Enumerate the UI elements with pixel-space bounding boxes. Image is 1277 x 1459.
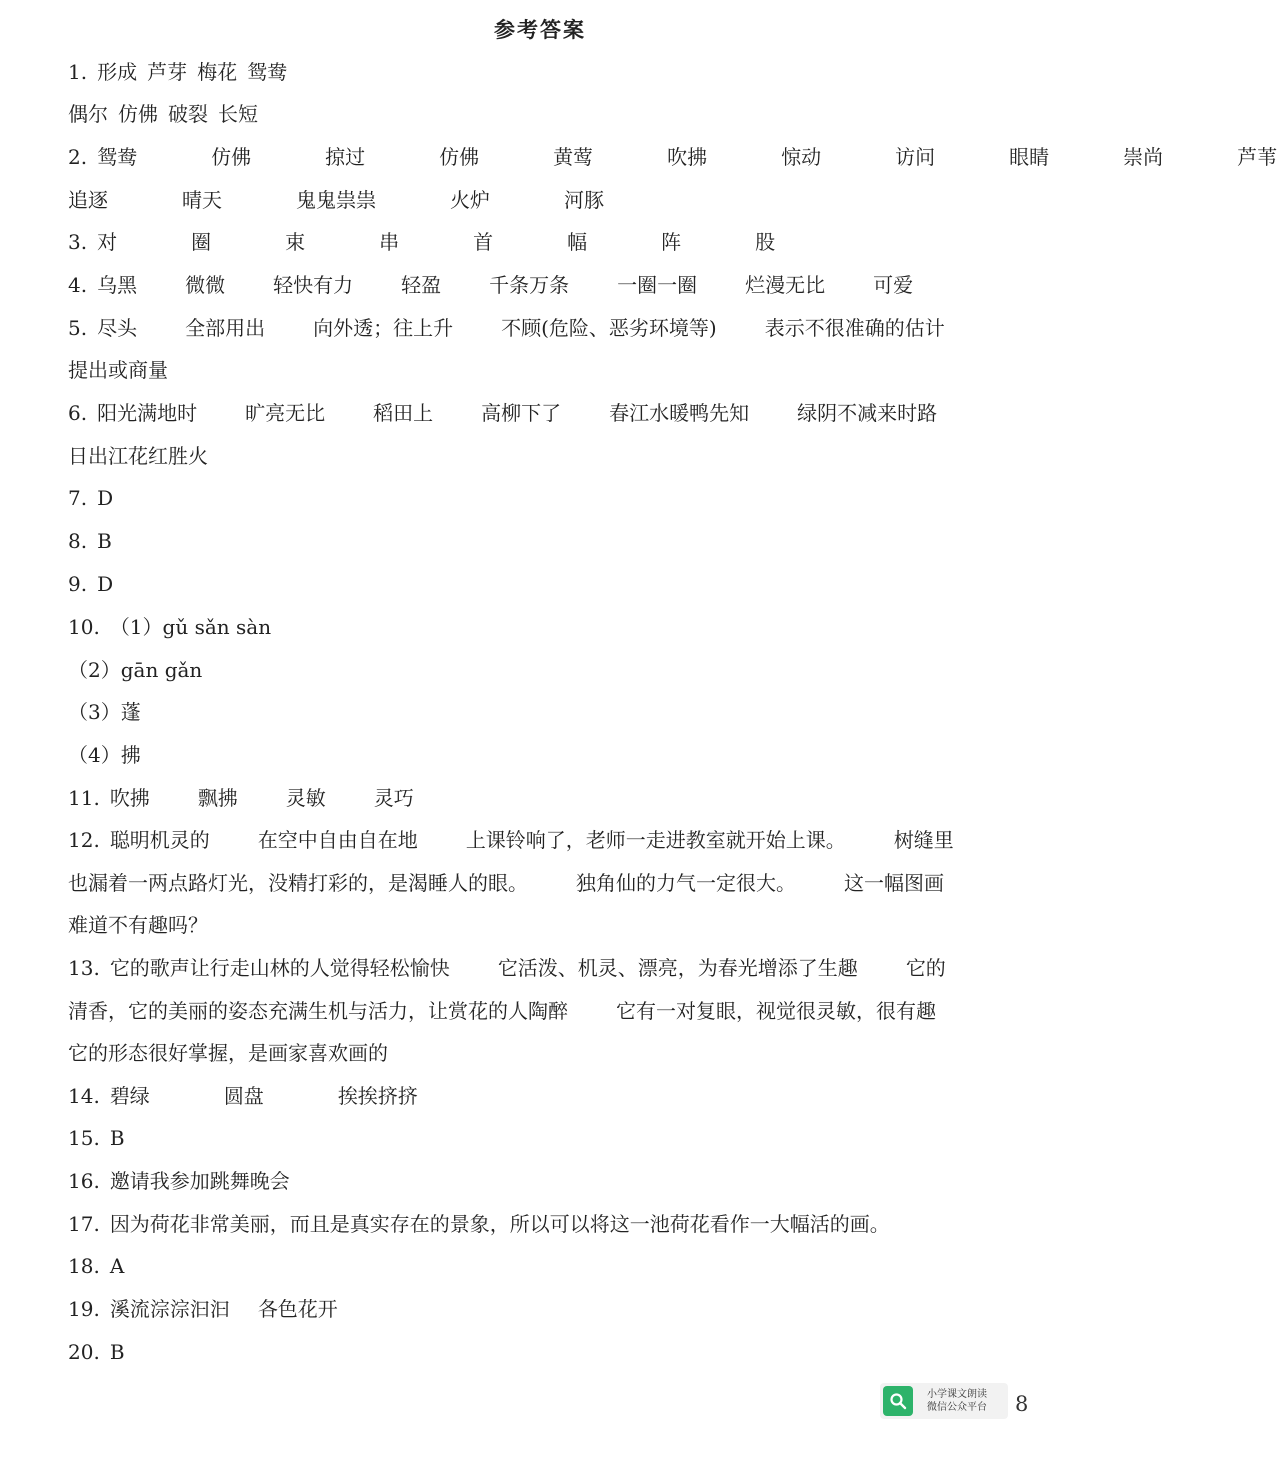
answer-item: 鸳鸯 [247, 60, 288, 84]
answer-line [68, 735, 141, 775]
answer-line [68, 521, 112, 561]
answer-item: 各色花开 [257, 1297, 338, 1321]
answer-number: 9. [68, 572, 88, 596]
answer-item: 仿佛 [118, 102, 158, 126]
answer-item: 阳光满地时 [97, 401, 198, 425]
answer-item: D [97, 486, 114, 510]
answer-item: 它有一对复眼，视觉很灵敏，很有趣 [616, 999, 936, 1023]
answer-item: 束 [285, 230, 306, 254]
answer-item: 树缝里 [893, 828, 954, 852]
answer-item: 圆盘 [223, 1084, 264, 1108]
answer-item: 阵 [661, 230, 682, 254]
answer-line [68, 948, 946, 988]
answer-line [68, 991, 936, 1031]
answer-number: 2. [68, 145, 88, 169]
answer-item: 芦苇 [1237, 145, 1277, 169]
badge-line-1: 小学课文朗读 [927, 1389, 987, 1400]
answer-line [68, 393, 937, 433]
answer-line [68, 607, 271, 647]
answer-item: 圈 [191, 230, 212, 254]
answer-item: 千条万条 [489, 273, 570, 297]
answer-item: 黄莺 [553, 145, 594, 169]
wechat-badge[interactable] [880, 1383, 1008, 1419]
answer-item: 长短 [218, 102, 258, 126]
answer-item: 乌黑 [97, 273, 138, 297]
answer-line [68, 1076, 418, 1116]
answer-item: 吹拂 [109, 786, 150, 810]
answer-item: 首 [473, 230, 494, 254]
answer-number: 5. [68, 316, 88, 340]
answer-line [68, 265, 913, 305]
answer-line [68, 1033, 388, 1073]
answer-item: 春江水暖鸭先知 [609, 401, 750, 425]
answer-number: 16. [68, 1169, 100, 1193]
answer-item: 灵巧 [373, 786, 414, 810]
answer-item: 吹拂 [667, 145, 708, 169]
answer-item: 偶尔 [68, 102, 108, 126]
answer-item: 也漏着一两点路灯光，没精打彩的，是渴睡人的眼。 [68, 871, 528, 895]
answer-item: 不顾(危险、恶劣环境等) [501, 316, 717, 340]
answer-number: 3. [68, 230, 88, 254]
badge-line-2: 微信公众平台 [927, 1402, 987, 1413]
page-title: 参考答案 [494, 18, 586, 42]
answer-item: 它的歌声让行走山林的人觉得轻松愉快 [109, 956, 450, 980]
answer-line [68, 820, 954, 860]
answer-number: 4. [68, 273, 88, 297]
answer-item: 掠过 [325, 145, 366, 169]
answer-item: 轻盈 [401, 273, 442, 297]
answer-line [68, 1204, 890, 1244]
answer-item: 微微 [185, 273, 226, 297]
answer-item: B [97, 529, 112, 553]
answer-item: 提出或商量 [68, 358, 168, 382]
answer-item: 对 [97, 230, 118, 254]
answer-line [68, 1118, 125, 1158]
answer-line [68, 1246, 124, 1286]
answer-line [68, 1332, 125, 1372]
answer-item: 形成 [97, 60, 138, 84]
answer-item: 溪流淙淙汩汩 [109, 1297, 230, 1321]
answer-item: 灵敏 [285, 786, 326, 810]
search-icon [883, 1386, 913, 1416]
answer-item: 碧绿 [109, 1084, 150, 1108]
answer-number: 18. [68, 1254, 100, 1278]
answer-number: 7. [68, 486, 88, 510]
answer-line [68, 650, 202, 690]
answer-item: 火炉 [450, 188, 490, 212]
answer-item: （2）gān gǎn [68, 658, 203, 682]
answer-line [68, 863, 944, 903]
answer-item: 鬼鬼祟祟 [296, 188, 376, 212]
answer-number: 15. [68, 1126, 100, 1150]
answer-number: 10. [68, 615, 100, 639]
answer-item: 串 [379, 230, 400, 254]
answer-item: （4）拂 [68, 743, 141, 767]
answer-number: 17. [68, 1212, 100, 1236]
answer-item: 芦芽 [147, 60, 188, 84]
answer-number: 19. [68, 1297, 100, 1321]
answer-line [68, 692, 141, 732]
answer-line [68, 137, 1277, 177]
answer-item: 上课铃响了，老师一走进教室就开始上课。 [465, 828, 846, 852]
answer-item: 河豚 [564, 188, 604, 212]
answer-item: 难道不有趣吗？ [68, 913, 208, 937]
answer-item: 它活泼、机灵、漂亮，为春光增添了生趣 [497, 956, 858, 980]
answer-item: （1）gǔ sǎn sàn [109, 615, 272, 639]
answer-item: 向外透；往上升 [313, 316, 454, 340]
answer-line [68, 1161, 290, 1201]
answer-item: 它的 [905, 956, 946, 980]
answer-number: 11. [68, 786, 100, 810]
answer-item: 破裂 [168, 102, 208, 126]
answer-item: 绿阴不减来时路 [797, 401, 938, 425]
answer-item: 崇尚 [1123, 145, 1164, 169]
answer-item: 惊动 [781, 145, 822, 169]
answer-line [68, 308, 945, 348]
answer-number: 13. [68, 956, 100, 980]
answer-item: 访问 [895, 145, 936, 169]
answer-item: 因为荷花非常美丽，而且是真实存在的景象，所以可以将这一池荷花看作一大幅活的画。 [109, 1212, 890, 1236]
answer-item: 清香，它的美丽的姿态充满生机与活力，让赏花的人陶醉 [68, 999, 568, 1023]
answer-item: 聪明机灵的 [109, 828, 210, 852]
answer-line [68, 478, 113, 518]
answer-item: 鸳鸯 [97, 145, 138, 169]
answer-line [68, 1289, 338, 1329]
answer-line [68, 778, 414, 818]
answer-line [68, 94, 258, 134]
answer-item: B [109, 1126, 125, 1150]
answer-item: 仿佛 [439, 145, 480, 169]
answer-item: 挨挨挤挤 [337, 1084, 418, 1108]
answer-number: 14. [68, 1084, 100, 1108]
answer-item: 烂漫无比 [745, 273, 826, 297]
answer-item: 晴天 [182, 188, 222, 212]
answer-item: 邀请我参加跳舞晚会 [109, 1169, 290, 1193]
answer-line [68, 52, 287, 92]
answer-line [68, 222, 775, 262]
answer-item: 一圈一圈 [617, 273, 698, 297]
answer-item: B [109, 1340, 125, 1364]
answer-item: 轻快有力 [273, 273, 354, 297]
page-number: 8 [1015, 1392, 1029, 1416]
answer-item: D [97, 572, 114, 596]
answer-line [68, 436, 208, 476]
answer-line [68, 180, 604, 220]
answer-item: 追逐 [68, 188, 108, 212]
answer-line [68, 905, 208, 945]
answer-item: 可爱 [873, 273, 914, 297]
answer-number: 12. [68, 828, 100, 852]
answer-item: 表示不很准确的估计 [764, 316, 945, 340]
answer-item: 幅 [567, 230, 588, 254]
answer-item: 股 [755, 230, 776, 254]
answer-item: 高柳下了 [481, 401, 562, 425]
answer-item: 全部用出 [185, 316, 266, 340]
answer-item: 这一幅图画 [844, 871, 944, 895]
answer-item: 飘拂 [197, 786, 238, 810]
answer-number: 20. [68, 1340, 100, 1364]
answer-item: 独角仙的力气一定很大。 [576, 871, 796, 895]
answer-item: 它的形态很好掌握，是画家喜欢画的 [68, 1041, 388, 1065]
answer-number: 8. [68, 529, 88, 553]
answer-item: 梅花 [197, 60, 238, 84]
answer-item: （3）蓬 [68, 700, 141, 724]
answer-item: 尽头 [97, 316, 138, 340]
answer-item: 仿佛 [211, 145, 252, 169]
answer-item: A [109, 1254, 125, 1278]
answer-item: 稻田上 [373, 401, 434, 425]
answer-line [68, 350, 168, 390]
answer-item: 旷亮无比 [245, 401, 326, 425]
answer-number: 1. [68, 60, 88, 84]
answer-number: 6. [68, 401, 88, 425]
answer-line [68, 564, 113, 604]
answer-item: 在空中自由自在地 [257, 828, 418, 852]
answer-item: 眼睛 [1009, 145, 1050, 169]
answer-item: 日出江花红胜火 [68, 444, 208, 468]
